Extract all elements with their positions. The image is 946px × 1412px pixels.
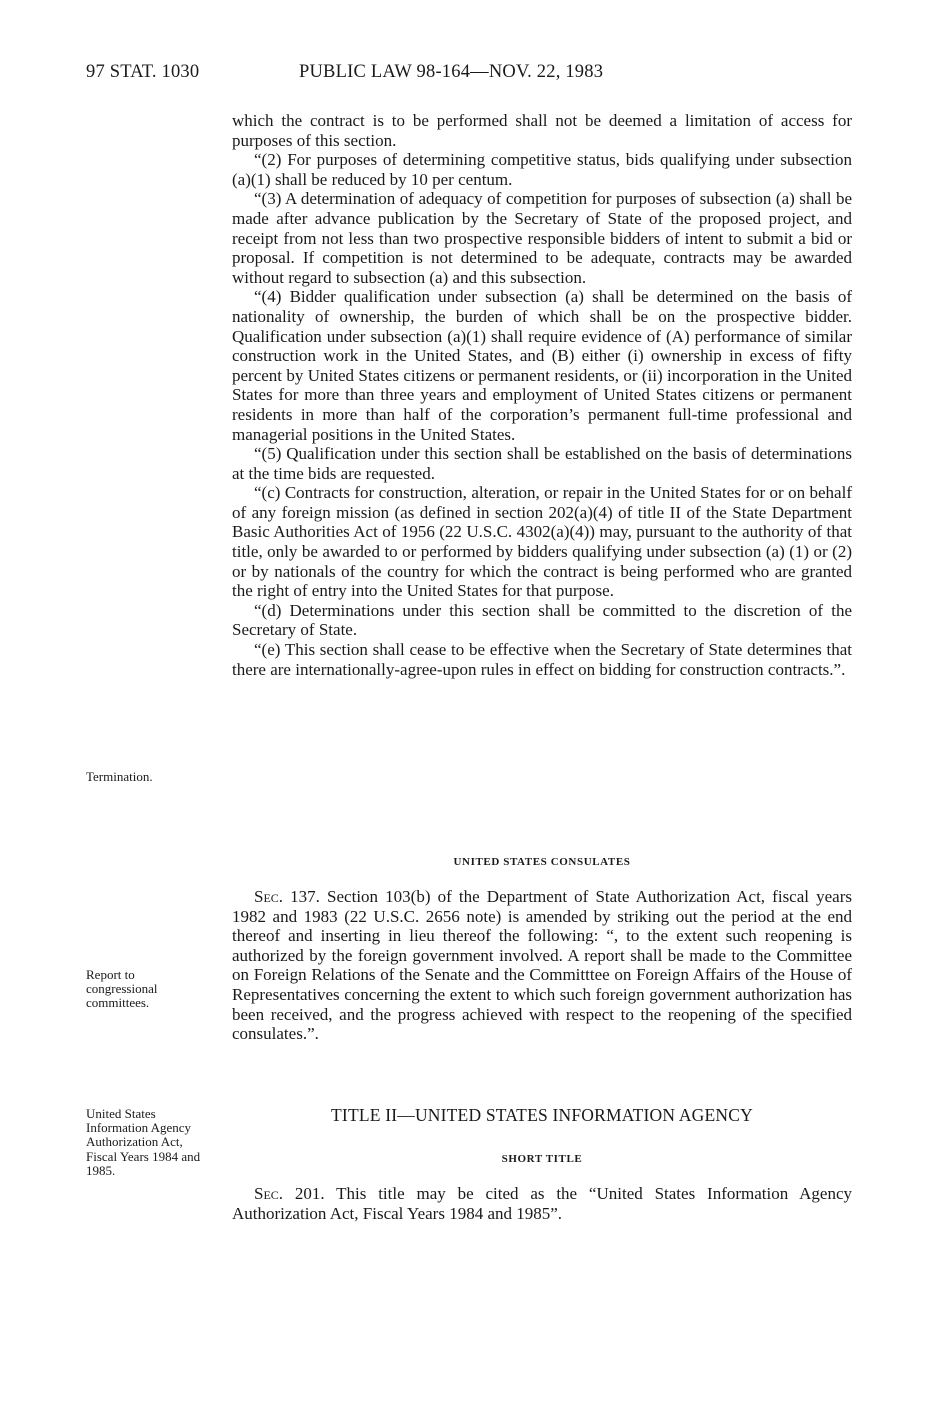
section-text: Section 103(b) of the Department of State Authorization Act, fiscal years 1982 and 1983 (22 U.S.C. 2656 note) is amended by striking out the period at the end thereof and inserting in lieu thereof the following: “, to the extent such reopening is authorized by the foreign government involved. A report shall be made to the Committee on Foreign Relations of the Senate and the Committtee on Foreign Affairs of the House of Representatives concerning the extent to which such foreign government authorization has been received, and the progress achieved with respect to the reopening of the specified consulates.”. [232, 887, 852, 1044]
running-header: PUBLIC LAW 98-164—NOV. 22, 1983 [299, 62, 604, 82]
sidenote-report: Report to congressional committees. [86, 967, 158, 1011]
paragraph: “(3) A determination of adequacy of competition for purposes of subsection (a) shall be made after advance publication by the Secretary of State of the proposed project, and receipt from not less than two prospective responsible bidders of intent to submit a bid or proposal. If competition is not determined to be adequate, contracts may be awarded without regard to subsection (a) and this subsection. [232, 189, 852, 287]
section-text: This title may be cited as the “United States Information Agency Authorization Act, Fiscal Years 1984 and 1985”. [232, 1184, 852, 1223]
section-136-continuation [232, 111, 852, 679]
paragraph: “(2) For purposes of determining competitive status, bids qualifying under subsection (a)(1) shall be reduced by 10 per centum. [232, 150, 852, 189]
section-label: Sec. 137. [254, 887, 320, 906]
paragraph: “(c) Contracts for construction, alteration, or repair in the United States for or on behalf of any foreign mission (as defined in section 202(a)(4) of title II of the State Department Basic Authorities Act of 1956 (22 U.S.C. 4302(a)(4)) may, pursuant to the authority of that title, only be awarded to or performed by bidders qualifying under subsection (a) (1) or (2) or by nationals of the country for which the contract is being performed who are granted the right of entry into the United States for that purpose. [232, 483, 852, 601]
title-ii-heading: TITLE II—UNITED STATES INFORMATION AGENCY [331, 1105, 753, 1125]
heading-united-states-consulates: UNITED STATES CONSULATES [453, 856, 631, 868]
sidenote-usia-authorization: United States Information Agency Authorization Act, Fiscal Years 1984 and 1985. [86, 1106, 201, 1178]
heading-short-title: SHORT TITLE [501, 1153, 583, 1165]
paragraph: “(d) Determinations under this section shall be committed to the discretion of the Secretary of State. [232, 600, 852, 640]
sidenote-termination: Termination. [86, 769, 153, 784]
paragraph: “(5) Qualification under this section shall be established on the basis of determinations at the time bids are requested. [232, 444, 852, 483]
paragraph: which the contract is to be performed shall not be deemed a limitation of access for purposes of this section. [232, 111, 852, 150]
section-label: Sec. 201. [254, 1184, 325, 1203]
section-137 [232, 887, 852, 1044]
section-201 [232, 1184, 852, 1223]
statute-page-number: 97 STAT. 1030 [86, 62, 200, 82]
paragraph: “(e) This section shall cease to be effective when the Secretary of State determines that there are internationally-agree-upon rules in effect on bidding for construction contracts.”. [232, 640, 852, 679]
paragraph: “(4) Bidder qualification under subsection (a) shall be determined on the basis of nationality of ownership, the burden of which shall be on the prospective bidder. Qualification under subsection (a)(1) shall require evidence of (A) performance of similar construction work in the United States, and (B) either (i) ownership in excess of fifty percent by United States citizens or permanent residents, or (ii) incorporation in the United States for more than three years and employment of United States citizens or permanent residents in more than half of the corporation’s permanent full-time professional and managerial positions in the United States. [232, 287, 852, 444]
